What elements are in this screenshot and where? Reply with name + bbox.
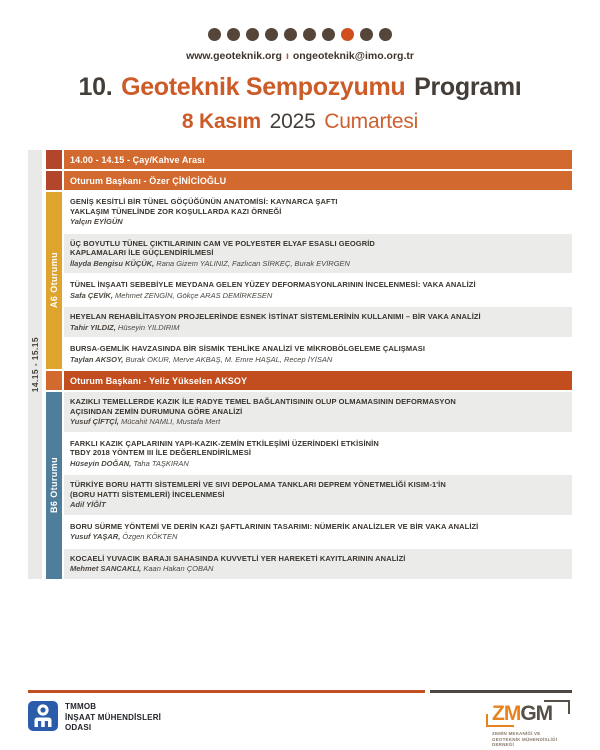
- break-row-label: 14.00 - 14.15 - Çay/Kahve Arası: [64, 150, 572, 169]
- paper-lead-author: Tahir YILDIZ,: [70, 322, 116, 332]
- website-link[interactable]: www.geoteknik.org: [186, 50, 282, 62]
- paper-coauthors: Mücahit NAMLI, Mustafa Mert: [118, 417, 221, 426]
- paper-title: BORU SÜRME YÖNTEMİ VE DERİN KAZI ŞAFTLARININ TASARIMI: NÜMERİK ANALİZLER VE BİR VAKA ANALİZİ: [70, 521, 479, 531]
- paper-lead-author: İlayda Bengisu KÜÇÜK,: [70, 258, 155, 268]
- paper-lead-author: Yusuf YAŞAR,: [70, 532, 121, 541]
- paper-title: AÇISINDAN ZEMİN DURUMUNA GÖRE ANALİZİ: [70, 406, 243, 416]
- session-chair-bar-label: Oturum Başkanı - Özer ÇİNİCİOĞLU: [64, 171, 572, 190]
- email-link[interactable]: ongeoteknik@imo.org.tr: [292, 50, 414, 62]
- zmgm-subtitle-line: GEOTEKNİK MÜHENDİSLİĞİ: [492, 736, 558, 742]
- time-column: [28, 150, 42, 579]
- dot-icon: [246, 28, 259, 41]
- paper-coauthors: Rana Gizem YALINIZ, Fazlıcan SİRKEÇ, Burak EVİRGEN: [154, 258, 350, 268]
- paper-lead-author: Hüseyin DOĞAN,: [70, 458, 132, 468]
- paper-row: [64, 517, 572, 547]
- paper-authors: [70, 259, 564, 269]
- zmgm-subtitle-line: ZEMİN MEKANİĞİ VE: [492, 731, 541, 736]
- paper-title: KAPLAMALARI İLE GÜÇLENDİRİLMESİ: [70, 248, 214, 257]
- zmgm-logo: [486, 701, 572, 748]
- session-papers: [64, 392, 572, 579]
- break-row-cell: [46, 150, 62, 169]
- paper-lead-author: Mehmet SANCAKLI,: [70, 564, 142, 573]
- paper-authors: [70, 355, 564, 365]
- paper-coauthors: Burak OKUR, Merve AKBAŞ, M. Emre HAŞAL, Recep İYİSAN: [123, 354, 333, 364]
- session-chair-bar: [46, 171, 572, 190]
- zmgm-gm-text: GM: [520, 702, 553, 725]
- paper-authors: [70, 459, 564, 469]
- paper-authors: [70, 500, 564, 510]
- tmmob-name-line: İNŞAAT MÜHENDİSLERİ: [65, 712, 162, 722]
- session-label: B6 Oturumu: [49, 457, 59, 514]
- zmgm-bracket-right: [544, 700, 570, 714]
- zmgm-subtitle-line: DERNEĞİ: [492, 742, 514, 747]
- title-highlight: Geoteknik Sempozyumu: [121, 73, 406, 101]
- paper-title: BURSA-GEMLİK HAVZASINDA BİR SİSMİK TEHLİKE ANALİZİ VE MİKROBÖLGELEME ÇALIŞMASI: [70, 344, 426, 353]
- paper-row: [64, 234, 572, 274]
- paper-lead-author: Yusuf ÇİFTÇİ,: [70, 417, 119, 426]
- title-number: 10.: [78, 73, 113, 101]
- session-strip: [46, 192, 62, 369]
- paper-row: [64, 307, 572, 337]
- paper-lead-author: Adil YİĞİT: [70, 500, 106, 509]
- session-block: [46, 192, 572, 369]
- paper-row: [64, 475, 572, 515]
- paper-coauthors: Kaan Hakan ÇOBAN: [141, 564, 214, 573]
- dot-icon: [379, 28, 392, 41]
- session-papers: [64, 192, 572, 369]
- program-table: [28, 150, 572, 579]
- paper-row: [64, 392, 572, 432]
- paper-title: TBDY 2018 YÖNTEM III İLE DEĞERLENDİRİLMESİ: [70, 448, 252, 457]
- tmmob-logo-icon: [28, 701, 58, 731]
- rule-right-segment: [430, 690, 572, 693]
- header-dots: [0, 0, 600, 41]
- paper-title: YAKLAŞIM TÜNELİNDE ZOR KOŞULLARDA KAZI ÖRNEĞİ: [70, 206, 282, 216]
- paper-authors: [70, 417, 564, 427]
- session-label: A6 Oturumu: [49, 252, 59, 309]
- zmgm-bracket-left: [486, 714, 514, 727]
- session-chair-bar-cell: [46, 371, 62, 390]
- title-suffix: Programı: [414, 73, 522, 101]
- footer: [28, 690, 572, 748]
- tmmob-name-line: TMMOB: [65, 702, 97, 711]
- footer-rule: [28, 690, 572, 693]
- zmgm-wordmark: [486, 703, 572, 725]
- paper-authors: [70, 217, 564, 227]
- paper-row: [64, 339, 572, 369]
- paper-lead-author: Taylan AKSOY,: [70, 354, 124, 364]
- paper-row: [64, 434, 572, 474]
- paper-title: KOCAELİ YUVACIK BARAJI SAHASINDA KUVVETLİ YER HAREKETİ KAYITLARININ ANALİZİ: [70, 553, 406, 563]
- tmmob-name: [65, 701, 161, 734]
- paper-lead-author: Safa ÇEVİK,: [70, 290, 113, 300]
- paper-coauthors: Özgen KÖKTEN: [120, 532, 178, 541]
- dot-icon: [303, 28, 316, 41]
- paper-coauthors: Taha TAŞKIRAN: [131, 458, 189, 468]
- paper-title: (BORU HATTI SİSTEMLERİ) İNCELENMESİ: [70, 489, 225, 499]
- zmgm-subtitle: [486, 731, 572, 748]
- tmmob-logo: [28, 701, 161, 734]
- time-label: 14.15 - 15.15: [30, 336, 40, 392]
- dot-icon: [265, 28, 278, 41]
- session-block: [46, 392, 572, 579]
- dot-icon: [322, 28, 335, 41]
- schedule-rows: [46, 150, 572, 579]
- event-date: [0, 110, 600, 134]
- session-chair-bar-cell: [46, 171, 62, 190]
- paper-authors: [70, 564, 564, 574]
- paper-coauthors: Hüseyin YILDIRIM: [115, 322, 180, 332]
- paper-row: [64, 549, 572, 579]
- paper-row: [64, 275, 572, 305]
- date-weekday: Cumartesi: [324, 110, 419, 133]
- paper-authors: [70, 323, 564, 333]
- break-row: [46, 150, 572, 169]
- paper-title: TÜRKİYE BORU HATTI SİSTEMLERİ VE SIVI DEPOLAMA TANKLARI DEPREM YÖNETMELİĞİ KISIM-1'İN: [70, 480, 446, 489]
- rule-left-segment: [28, 690, 425, 693]
- dot-icon: [360, 28, 373, 41]
- dot-icon: [284, 28, 297, 41]
- paper-authors: [70, 532, 564, 542]
- paper-title: HEYELAN REHABİLİTASYON PROJELERİNDE ESNEK İSTİNAT SİSTEMLERİNİN KULLANIMI – BİR VAKA ANALİZİ: [70, 312, 481, 321]
- paper-row: [64, 192, 572, 232]
- dot-accent-icon: [341, 28, 354, 41]
- paper-title: FARKLI KAZIK ÇAPLARININ YAPI-KAZIK-ZEMİN ETKİLEŞİMİ ÜZERİNDEKİ ETKİSİNİN: [70, 438, 379, 448]
- imo-emblem-icon: [28, 701, 58, 731]
- date-year: 2025: [269, 110, 316, 133]
- zmgm-zm-text: ZM: [492, 702, 521, 725]
- paper-lead-author: Yalçın EYİGÜN: [70, 217, 123, 226]
- paper-title: KAZIKLI TEMELLERDE KAZIK İLE RADYE TEMEL BAĞLANTISININ OLUP OLMAMASININ DEFORMASYON: [70, 397, 456, 406]
- date-day: 8 Kasım: [181, 110, 262, 133]
- paper-title: ÜÇ BOYUTLU TÜNEL ÇIKTILARININ CAM VE POLYESTER ELYAF ESASLI GEOGRİD: [70, 238, 375, 248]
- session-chair-bar-label: Oturum Başkanı - Yeliz Yükselen AKSOY: [64, 371, 572, 390]
- paper-title: TÜNEL İNŞAATI SEBEBİYLE MEYDANA GELEN YÜZEY DEFORMASYONLARININ İNCELENMESİ: VAKA ANALİZİ: [70, 280, 476, 289]
- session-chair-bar: [46, 371, 572, 390]
- paper-coauthors: Mehmet ZENGİN, Gökçe ARAS DEMİRKESEN: [112, 290, 273, 300]
- paper-title: GENİŞ KESİTLİ BİR TÜNEL GÖÇÜĞÜNÜN ANATOMİSİ: KAYNARCA ŞAFTI: [70, 197, 338, 206]
- tmmob-name-line: ODASI: [65, 723, 92, 732]
- contact-separator: ı: [285, 50, 289, 62]
- session-strip: [46, 392, 62, 579]
- dot-icon: [208, 28, 221, 41]
- footer-logos: [28, 701, 572, 748]
- page-title: [0, 73, 600, 102]
- contact-line: [0, 50, 600, 62]
- paper-authors: [70, 291, 564, 301]
- dot-icon: [227, 28, 240, 41]
